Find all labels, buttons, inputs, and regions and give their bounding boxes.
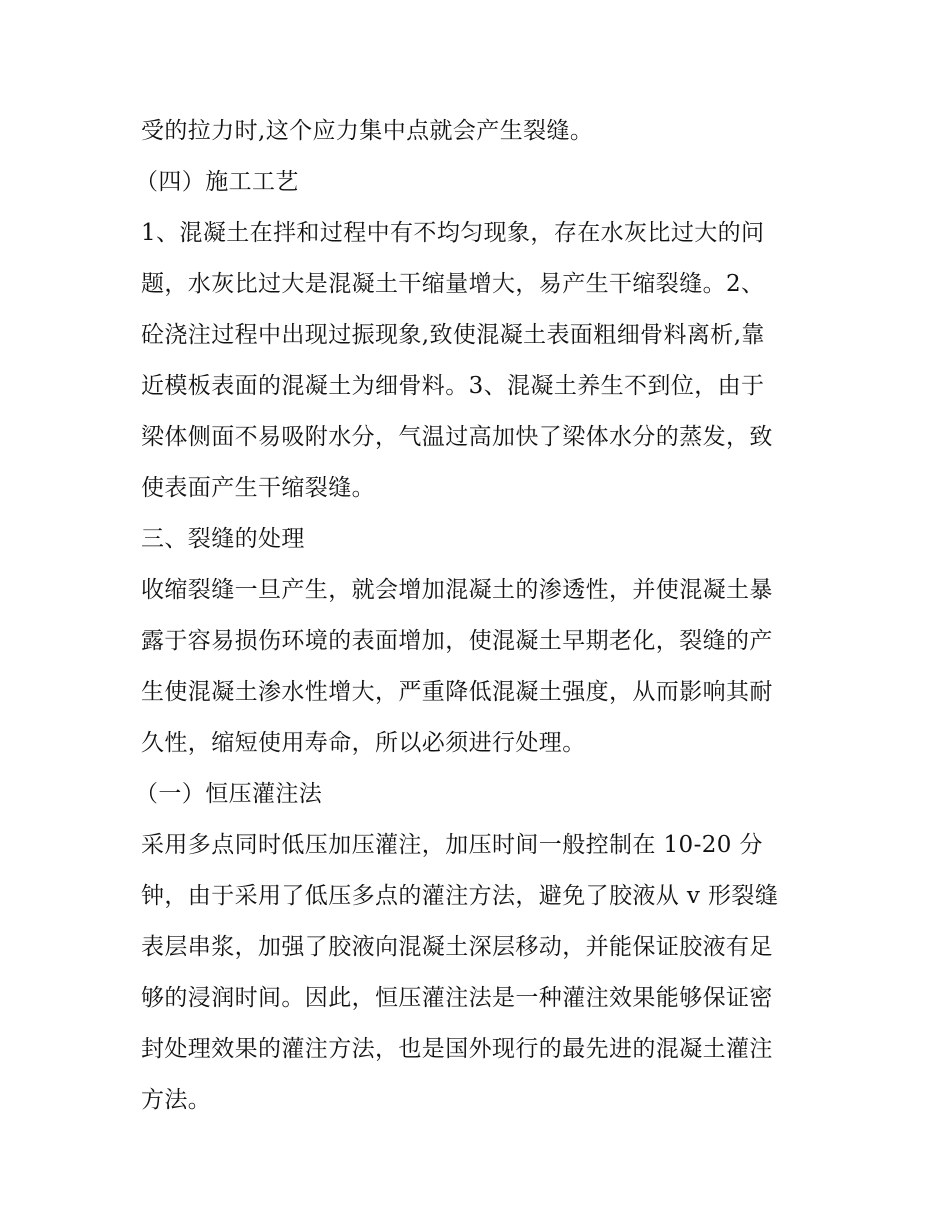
section-heading-construction-process: （四）施工工艺 — [135, 169, 299, 195]
paragraph-line: 梁体侧面不易吸附水分，气温过高加快了梁体水分的蒸发，致 — [141, 424, 773, 450]
paragraph-line: 露于容易损伤环境的表面增加，使混凝土早期老化，裂缝的产 — [141, 628, 773, 654]
document-body — [135, 106, 813, 1126]
paragraph-line: 砼浇注过程中出现过振现象,致使混凝土表面粗细骨料离析,靠 — [141, 322, 765, 348]
paragraph-line: 使表面产生干缩裂缝。 — [141, 475, 375, 501]
paragraph-line: 够的浸润时间。因此，恒压灌注法是一种灌注效果能够保证密 — [141, 985, 773, 1011]
paragraph-line: 题，水灰比过大是混凝土干缩量增大，易产生干缩裂缝。2、 — [141, 271, 765, 297]
paragraph-line: 近模板表面的混凝土为细骨料。3、混凝土养生不到位，由于 — [141, 373, 765, 399]
paragraph-line: 1、混凝土在拌和过程中有不均匀现象，存在水灰比过大的问 — [141, 220, 765, 246]
paragraph-line: 方法。 — [141, 1087, 212, 1113]
paragraph-line: 生使混凝土渗水性增大，严重降低混凝土强度，从而影响其耐 — [141, 679, 773, 705]
paragraph-line: 封处理效果的灌注方法，也是国外现行的最先进的混凝土灌注 — [141, 1036, 773, 1062]
paragraph-line: 表层串浆，加强了胶液向混凝土深层移动，并能保证胶液有足 — [141, 934, 773, 960]
paragraph-line: 钟，由于采用了低压多点的灌注方法，避免了胶液从 v 形裂缝 — [141, 883, 779, 909]
paragraph-line: 久性，缩短使用寿命，所以必须进行处理。 — [141, 730, 586, 756]
paragraph-line: 受的拉力时,这个应力集中点就会产生裂缝。 — [141, 118, 594, 144]
section-heading-constant-pressure-grouting: （一）恒压灌注法 — [135, 781, 323, 807]
paragraph-line: 采用多点同时低压加压灌注，加压时间一般控制在 10-20 分 — [141, 832, 763, 858]
paragraph-line: 收缩裂缝一旦产生，就会增加混凝土的渗透性，并使混凝土暴 — [141, 577, 773, 603]
section-heading-crack-treatment: 三、裂缝的处理 — [141, 526, 305, 552]
